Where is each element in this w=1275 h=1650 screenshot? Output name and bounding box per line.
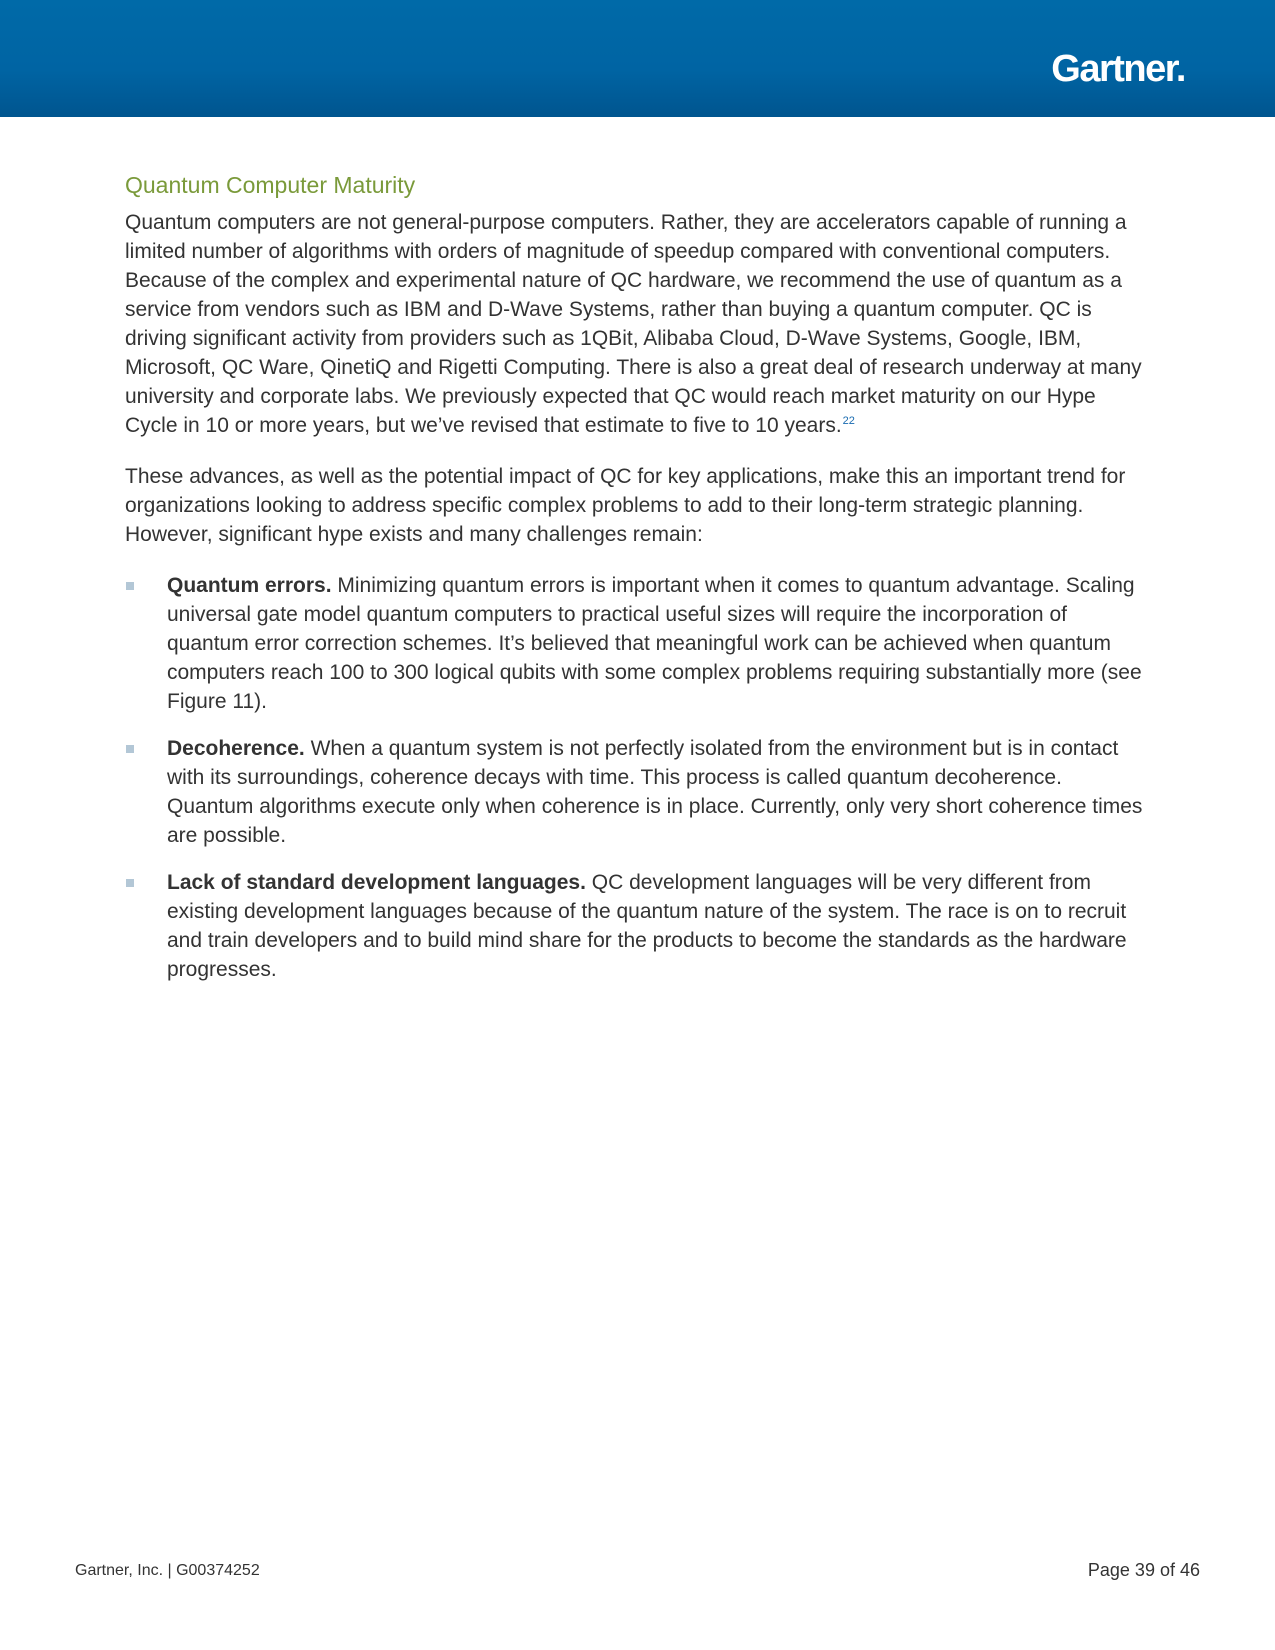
bullet-lead: Lack of standard development languages. xyxy=(167,871,586,894)
paragraph-intro xyxy=(125,208,1150,440)
bullet-text: QC development languages will be very different from existing development languages because of the quantum nature of the system. The race is on to recruit and train developers and to build mind share for the products to become the standards as the hardware progresses. xyxy=(167,871,1127,981)
square-bullet-icon xyxy=(126,745,134,753)
paragraph-challenges: These advances, as well as the potential impact of QC for key applications, make this an important trend for organizations looking to address specific complex problems to add to their long-term strategic planning. However, significant hype exists and many challenges remain: xyxy=(125,465,1126,546)
paragraph-intro-text: Quantum computers are not general-purpose computers. Rather, they are accelerators capable of running a limited number of algorithms with orders of magnitude of speedup compared with conventional computers. Because of the complex and experimental nature of QC hardware, we recommend the use of quantum as a service from vendors such as IBM and D-Wave Systems, rather than buying a quantum computer. QC is driving significant activity from providers such as 1QBit, Alibaba Cloud, D-Wave Systems, Google, IBM, Microsoft, QC Ware, QinetiQ and Rigetti Computing. There is also a great deal of research underway at many university and corporate labs. We previously expected that QC would reach market maturity on our Hype Cycle in 10 or more years, but we’ve revised that estimate to five to 10 years. xyxy=(125,211,1142,437)
challenges-list xyxy=(125,571,1150,984)
list-item xyxy=(125,734,1150,850)
section-title: Quantum Computer Maturity xyxy=(125,172,416,198)
square-bullet-icon xyxy=(126,582,134,590)
footnote-link[interactable]: 22 xyxy=(842,415,855,427)
header-band xyxy=(0,0,1275,117)
bullet-lead: Quantum errors. xyxy=(167,574,332,597)
gartner-logo: Gartner. xyxy=(1051,48,1185,90)
footer-page-number: Page 39 of 46 xyxy=(1087,1560,1200,1580)
main-content xyxy=(125,170,1150,1002)
bullet-text: When a quantum system is not perfectly isolated from the environment but is in contact with its surroundings, coherence decays with time. This process is called quantum decoherence. Quantum algorithms execute only when coherence is in place. Currently, only very short coherence times are possible. xyxy=(167,737,1143,847)
list-item xyxy=(125,868,1150,984)
footer-document-id: Gartner, Inc. | G00374252 xyxy=(75,1562,260,1579)
square-bullet-icon xyxy=(126,879,134,887)
bullet-text: Minimizing quantum errors is important when it comes to quantum advantage. Scaling universal gate model quantum computers to practical useful sizes will require the incorporation of quantum error correction schemes. It’s believed that meaningful work can be achieved when quantum computers reach 100 to 300 logical qubits with some complex problems requiring substantially more (see Figure 11). xyxy=(167,574,1142,713)
bullet-lead: Decoherence. xyxy=(167,737,305,760)
list-item xyxy=(125,571,1150,716)
